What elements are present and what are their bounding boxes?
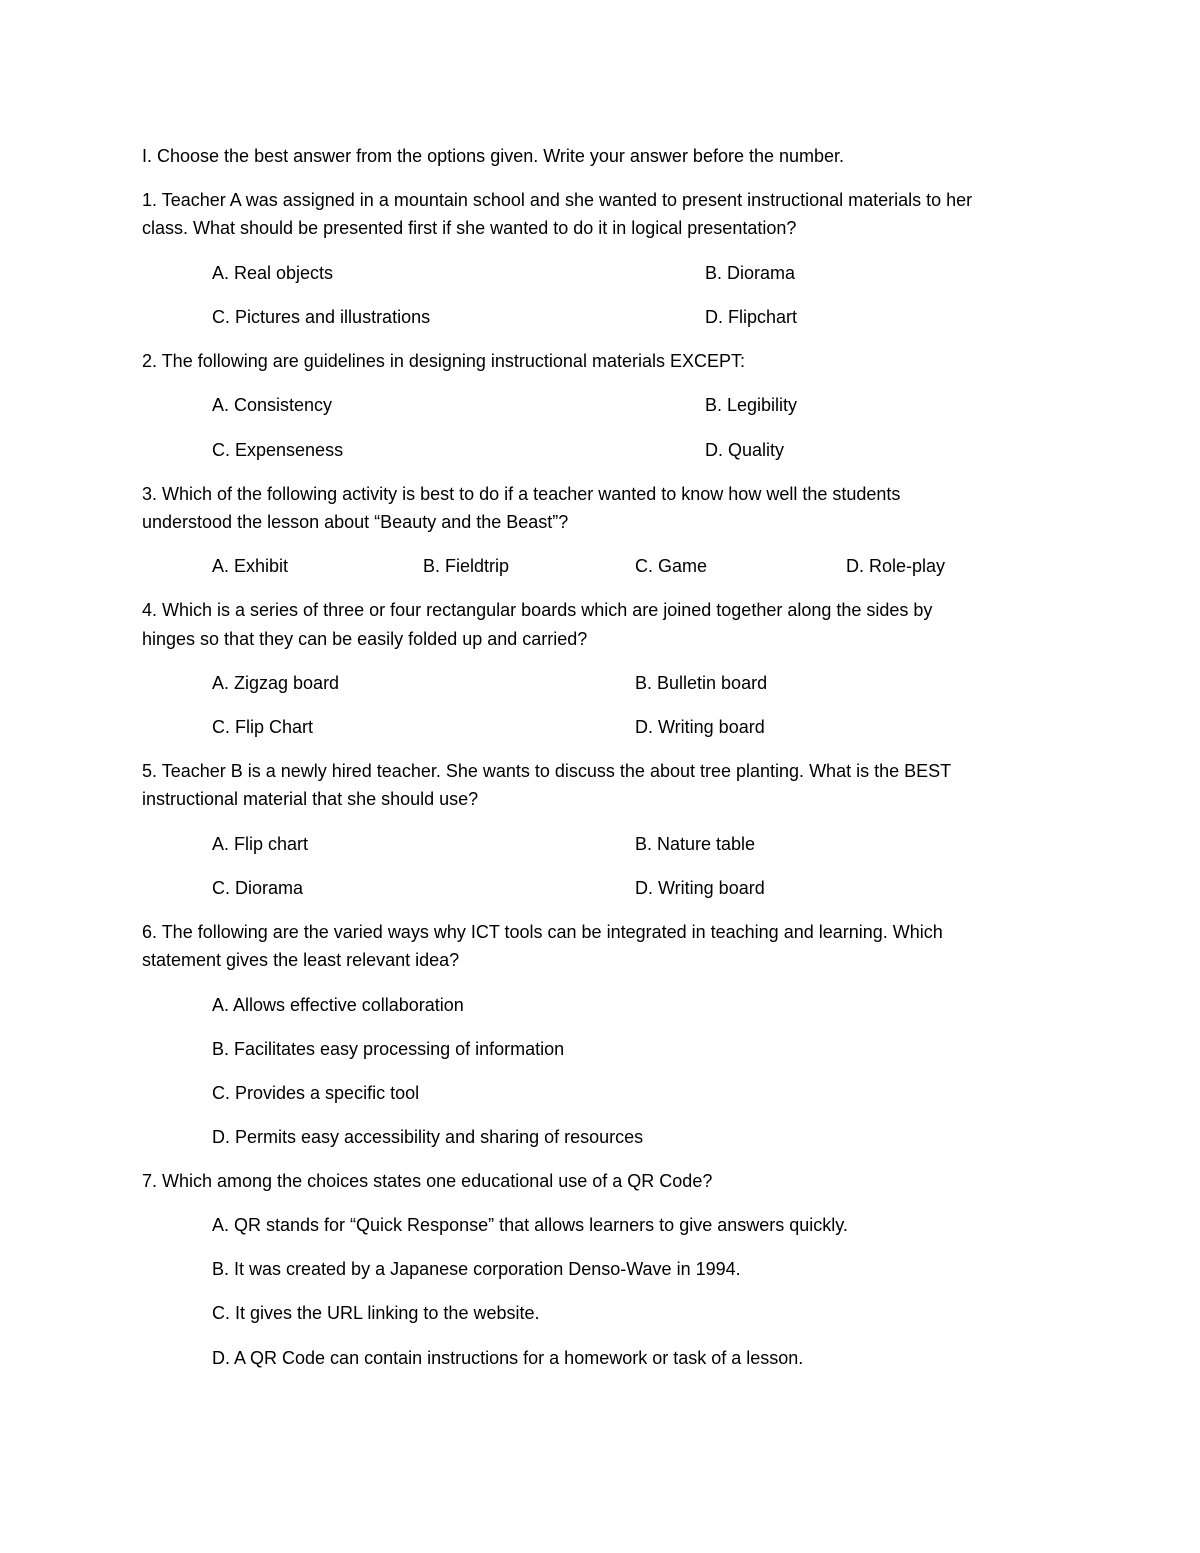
- question-text-line: 5. Teacher B is a newly hired teacher. She wants to discuss the about tree planting. What is the BEST: [142, 761, 952, 781]
- option-a: A. Allows effective collaboration: [212, 995, 464, 1015]
- option-c: C. Game: [635, 556, 708, 576]
- question-text-line: 6. The following are the varied ways why ICT tools can be integrated in teaching and learning. Which: [142, 922, 943, 942]
- option-c: C. Expenseness: [212, 440, 344, 460]
- option-b: B. Fieldtrip: [423, 556, 510, 576]
- option-d: D. A QR Code can contain instructions for a homework or task of a lesson.: [212, 1348, 804, 1368]
- question-text-line: 4. Which is a series of three or four rectangular boards which are joined together along the sides by: [142, 600, 933, 620]
- option-a: A. Exhibit: [212, 556, 289, 576]
- option-b: B. Legibility: [705, 395, 798, 415]
- question-text-line: hinges so that they can be easily folded up and carried?: [142, 629, 588, 649]
- question-text-line: 1. Teacher A was assigned in a mountain school and she wanted to present instructional materials to her: [142, 190, 973, 210]
- option-a: A. Consistency: [212, 395, 333, 415]
- option-b: B. Facilitates easy processing of information: [212, 1039, 565, 1059]
- option-a: A. Zigzag board: [212, 673, 340, 693]
- option-c: C. Flip Chart: [212, 717, 314, 737]
- option-b: B. Diorama: [705, 263, 796, 283]
- option-d: D. Quality: [705, 440, 785, 460]
- option-b: B. Nature table: [635, 834, 756, 854]
- question-text-line: class. What should be presented first if she wanted to do it in logical presentation?: [142, 218, 797, 238]
- option-a: A. QR stands for “Quick Response” that allows learners to give answers quickly.: [212, 1215, 848, 1235]
- option-b: B. Bulletin board: [635, 673, 768, 693]
- question-text-line: 3. Which of the following activity is best to do if a teacher wanted to know how well the students: [142, 484, 901, 504]
- option-d: D. Permits easy accessibility and sharing of resources: [212, 1127, 644, 1147]
- option-d: D. Writing board: [635, 717, 765, 737]
- option-a: A. Flip chart: [212, 834, 309, 854]
- question-text-line: 7. Which among the choices states one educational use of a QR Code?: [142, 1171, 713, 1191]
- question-text-line: understood the lesson about “Beauty and the Beast”?: [142, 512, 569, 532]
- option-c: C. Pictures and illustrations: [212, 307, 431, 327]
- question-text-line: instructional material that she should use?: [142, 789, 479, 809]
- option-d: D. Flipchart: [705, 307, 798, 327]
- option-c: C. Provides a specific tool: [212, 1083, 420, 1103]
- instructions: I. Choose the best answer from the options given. Write your answer before the number.: [142, 146, 845, 166]
- option-c: C. Diorama: [212, 878, 304, 898]
- question-text-line: 2. The following are guidelines in designing instructional materials EXCEPT:: [142, 351, 745, 371]
- option-b: B. It was created by a Japanese corporation Denso-Wave in 1994.: [212, 1259, 741, 1279]
- option-c: C. It gives the URL linking to the website.: [212, 1303, 540, 1323]
- option-a: A. Real objects: [212, 263, 334, 283]
- option-d: D. Writing board: [635, 878, 765, 898]
- question-text-line: statement gives the least relevant idea?: [142, 950, 460, 970]
- option-d: D. Role-play: [846, 556, 946, 576]
